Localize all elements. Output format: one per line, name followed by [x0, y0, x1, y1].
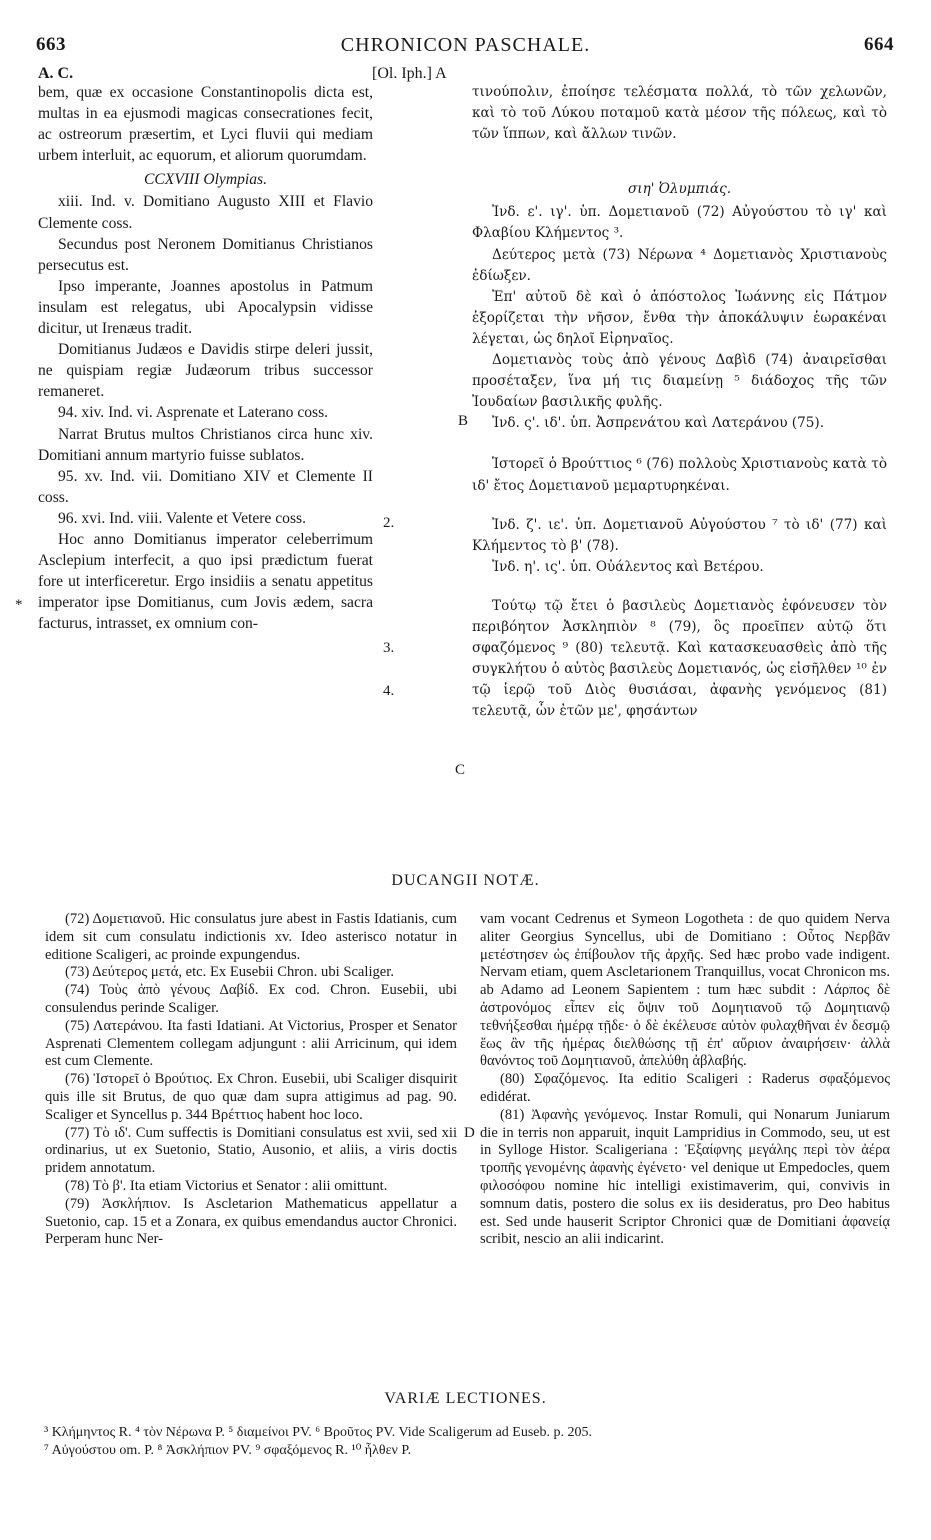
margin-letter-c: C — [455, 762, 466, 778]
latin-paragraph: 94. xiv. Ind. vi. Asprenate et Laterano coss. — [58, 404, 329, 422]
variae-lectiones — [44, 1424, 904, 1460]
margin-number-2: 2. — [383, 515, 395, 531]
variae-heading: VARIÆ LECTIONES. — [384, 1390, 547, 1407]
page-title: CHRONICON PASCHALE. — [340, 34, 591, 56]
latin-paragraph: 96. xvi. Ind. viii. Valente et Vetere coss. — [58, 509, 307, 527]
note-entry: (81) Ἀφανὴς γενόμενος. Instar Romuli, qui Nonarum Juniarum die in terris non apparuit, inquit Lampridius in Commodo, seu, ut est in Sylloge Histor. Scaligeriana : Ἐξαίφνης μεγάλης περὶ τὸν ἀέρα τροπῆς γενομένης ἀφανὴς ἐγένετο· vel denique ut Empedocles, quem φιλοσόφου nomine hic intelligi existimaverim, qui, convivis in somnum datis, postero die solus ex iis desideratus, pro Deo habitus est. Sed unde hauserit Scriptor Chronici quæ de Domitiani ἀφανείᾳ scribit, nescio an alii indicarint. — [480, 1106, 890, 1248]
variae-line: ⁷ Αὐγούστου om. P. ⁸ Ἀσκλήπιον PV. ⁹ σφαξόμενος R. ¹⁰ ἦλθεν P. — [44, 1443, 412, 1458]
notes-right-column — [480, 911, 890, 1249]
latin-paragraph: xiii. Ind. v. Domitiano Augusto XIII et Flavio Clemente coss. — [38, 193, 373, 232]
greek-paragraph: τινούπολιν, ἐποίησε τελέσματα πολλά, τὸ τῶν χελωνῶν, καὶ τὸ τοῦ Λύκου ποταμοῦ κατὰ μέσον τῆς πόλεως, καὶ τὸ τῶν ἵππων, καὶ ἄλλων τινῶν. — [472, 84, 887, 143]
latin-olympiad-heading: CCXVIII Olympias. — [144, 171, 267, 189]
greek-paragraph: Τούτῳ τῷ ἔτει ὁ βασιλεὺς Δομετιανὸς ἐφόνευσεν τὸν περιβόητον Ἀσκληπιὸν ⁸ (79), ὃς προεῖπεν αὐτῷ ὅτι σφαζόμενος ⁹ (80) τελευτᾷ. Καὶ κατασκευασθεὶς ἀπὸ τῆς συγκλήτου ὁ αὐτὸς βασιλεὺς Δομετιανός, ὡς εἰσῆλθεν ¹⁰ ἐν τῷ ἱερῷ τοῦ Διὸς θυσιάσαι, ἀφανὴς γενόμενος (81) τελευτᾷ, ὧν ἐτῶν με', φησάντων — [472, 597, 887, 720]
greek-paragraph: Ἰνδ. ζ'. ιε'. ὑπ. Δομετιανοῦ Αὐγούστου ⁷ τὸ ιδ' (77) καὶ Κλήμεντος τὸ β' (78). — [472, 516, 887, 554]
latin-paragraph: Domitianus Judæos e Davidis stirpe deleri jussit, ne quispiam regiæ Judæorum tribus successor remaneret. — [38, 341, 373, 401]
margin-number-3: 3. — [383, 640, 395, 656]
note-entry: vam vocant Cedrenus et Symeon Logotheta : de quo quidem Nerva aliter Georgius Syncellus, ubi de Domitiano : Οὗτος Νερβᾶν μετέστησεν ὡς ἐπίβουλον τῆς ἀρχῆς. Sed hæc probo vade indigent. Nervam etiam, quem Ascletarionem Tranquillus, vocat Chronicon ms. ab Adamo ad Leonem Sapientem : tum hæc subdit : Λάρπος δὲ ἀστρονόμος εἶπεν εἰς ὄψιν τοῦ Δομητιανοῦ τῷ Δομητιανῷ τεθνήξεσθαι ἡμέρᾳ τῇδε· ὁ δὲ ἐκέλευσε αὐτὸν φυλαχθῆναι ἐν δεσμῷ ἕως ἂν τῆς ἡμέρας διελθώσης τῇ ἐπ' αὔριον ἀναιρήσειν· ἀλλὰ θανόντος τοῦ Δομητιανοῦ, ἀπελύθη ἀβλαβής. — [480, 911, 890, 1070]
notes-heading: DUCANGII NOTÆ. — [391, 872, 540, 889]
greek-paragraph: Δεύτερος μετὰ (73) Νέρωνα ⁴ Δομετιανὸς Χριστιανοὺς ἐδίωξεν. — [472, 246, 887, 284]
latin-paragraph: 95. xv. Ind. vii. Domitiano XIV et Clemente II coss. — [38, 467, 373, 506]
latin-paragraph: Secundus post Neronem Domitianus Christianos persecutus est. — [38, 235, 373, 274]
latin-paragraph: Ipso imperante, Joannes apostolus in Patmum insulam est relegatus, ubi Apocalypsin vidisse dicitur, ut Irenæus tradit. — [38, 277, 373, 338]
latin-paragraph: Hoc anno Domitianus imperator celeberrimum Asclepium interfecit, a quo ipsi prædictum fuerat fore ut interficeretur. Ergo insidiis a senatu appetitus imperator ipse Domitianus, cum Jovis ædem, sacra facturus, intrasset, ex omnium con- — [38, 530, 373, 633]
greek-paragraph: Ἐπ' αὐτοῦ δὲ καὶ ὁ ἀπόστολος Ἰωάννης εἰς Πάτμον ἐξορίζεται τὴν νῆσον, ἔνθα τὴν ἀποκάλυψιν ἑωρακέναι λέγεται, ὡς δηλοῖ Εἰρηναῖος. — [472, 288, 887, 347]
latin-paragraph: bem, quæ ex occasione Constantinopolis dicta est, multas in ea ejusmodi magicas consecrationes fecit, ac ostreorum præsertim, et Lyci fluvii qui mediam urbem interluit, ac equorum, et aliorum quorumdam. — [38, 84, 373, 165]
note-entry: (72) Δομετιανοῦ. Hic consulatus jure abest in Fastis Idatianis, cum idem sit cum consulatu indictionis xv. Ideo asterisco notatur in editione Scaligeri, ac proinde expungendus. — [45, 911, 457, 963]
greek-paragraph: Ἰνδ. ς'. ιδ'. ὑπ. Ἀσπρενάτου καὶ Λατεράνου (75). — [492, 415, 825, 432]
note-entry: (74) Τοὺς ἀπὸ γένους Δαβίδ. Ex cod. Chron. Eusebii, ubi consulendus perinde Scaliger. — [45, 982, 457, 1016]
greek-olympiad-heading: σιη' Ὀλυμπιάς. — [627, 181, 732, 198]
variae-line: ³ Κλήμηντος R. ⁴ τὸν Νέρωνα P. ⁵ διαμείνοι PV. ⁶ Βροῦτος PV. Vide Scaligerum ad Euseb. p. 205. — [44, 1425, 593, 1440]
note-entry: (78) Τὸ β'. Ita etiam Victorius et Senator : alii omittunt. — [65, 1177, 388, 1194]
running-header — [0, 34, 931, 62]
latin-column — [38, 82, 373, 634]
greek-paragraph: Ἰνδ. η'. ις'. ὑπ. Οὐάλεντος καὶ Βετέρου. — [492, 558, 764, 575]
greek-paragraph: Ἱστορεῖ ὁ Βρούττιος ⁶ (76) πολλοὺς Χριστιανοὺς κατὰ τὸ ιδ' ἔτος Δομετιανοῦ μεμαρτυρηκέναι. — [472, 456, 887, 494]
note-entry: (79) Ἀσκλήπιον. Is Ascletarion Mathematicus appellatur a Suetonio, cap. 15 et a Zonara, ex quibus emendandus auctor Chronici. Perperam hunc Ner- — [45, 1195, 457, 1248]
page-number-right: 664 — [864, 34, 894, 55]
note-entry: (80) Σφαζόμενος. Ita editio Scaligeri : Raderus σφαξόμενος edidérat. — [480, 1071, 890, 1105]
margin-asterisk: * — [15, 597, 23, 613]
note-entry: (76) Ἱστορεῖ ὁ Βρούτιος. Ex Chron. Eusebii, ubi Scaliger disquirit quis ille sit Brutus, de quo quæ dam supra attigimus ad pag. 90. Scaliger et Syncellus p. 344 Βρέττιος habent hoc loco. — [45, 1071, 457, 1123]
margin-number-4: 4. — [383, 683, 395, 699]
note-entry: (73) Δεύτερος μετά, etc. Ex Eusebii Chron. ubi Scaliger. — [65, 964, 394, 981]
note-entry: (75) Λατεράνου. Ita fasti Idatiani. At Victorius, Prosper et Senator Asprenati Clementem collegam adjungunt : alii Arricinum, qui idem est cum Clemente. — [45, 1017, 457, 1070]
latin-paragraph: Narrat Brutus multos Christianos circa hunc xiv. Domitiani annum martyrio fuisse sublatos. — [38, 425, 373, 464]
greek-paragraph: Δομετιανὸς τοὺς ἀπὸ γένους Δαβὶδ (74) ἀναιρεῖσθαι προσέταξεν, ἵνα μή τις διαμείνῃ ⁵ διάδοχος τῆς τῶν Ἰουδαίων βασιλικῆς φυλῆς. — [472, 352, 887, 411]
olympiad-reference: [Ol. Iph.] A — [372, 65, 447, 82]
greek-column — [472, 82, 887, 722]
note-entry: (77) Τὸ ιδ'. Cum suffectis is Domitiani consulatus est xvii, sed xii ordinarius, ut ex Suetonio, Statio, Ausonio, et aliis, a viris doctis pridem annotatum. — [45, 1124, 457, 1177]
notes-left-column — [45, 911, 457, 1249]
page-number-left: 663 — [36, 34, 66, 55]
era-label: A. C. — [38, 65, 74, 82]
margin-letter-b: B — [458, 413, 469, 429]
greek-paragraph: Ἰνδ. ε'. ιγ'. ὑπ. Δομετιανοῦ (72) Αὐγούστου τὸ ιγ' καὶ Φλαβίου Κλήμεντος ³. — [472, 204, 887, 242]
margin-letter-d: D — [464, 1125, 475, 1141]
